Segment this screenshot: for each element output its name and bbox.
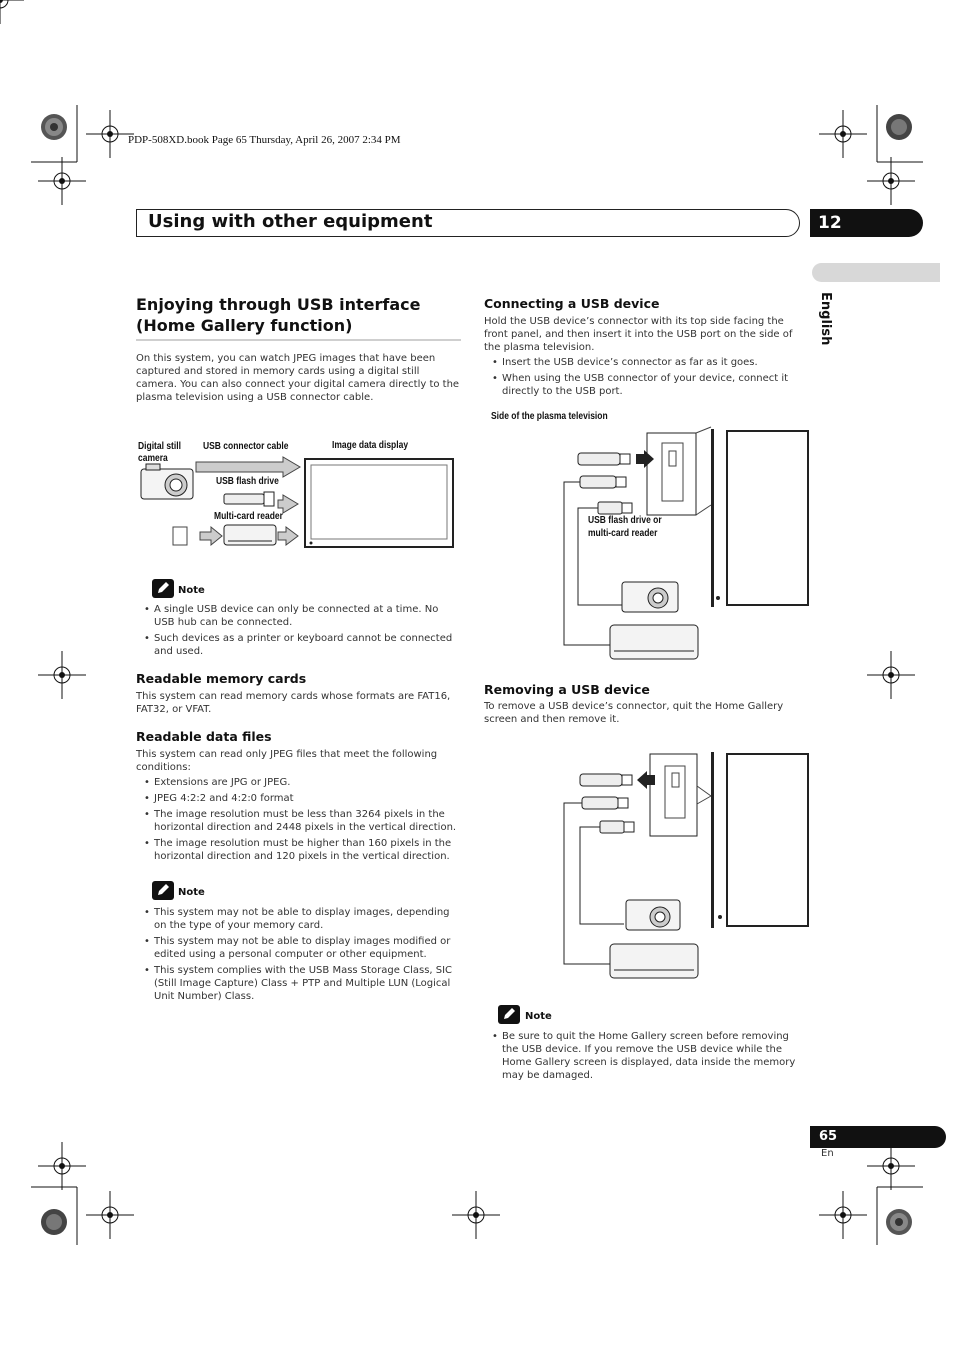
list-item: • This system may not be able to display images modified or edited using a personal computer or other equipment. [136,935,461,961]
label-line: USB flash drive or [588,515,662,526]
note-label: Note [525,1011,552,1022]
display-icon [305,459,453,547]
list-item: • This system complies with the USB Mass Storage Class, SIC (Still Image Capture) Class + PTP and Multiple LUN (Logical Unit Number) Class. [136,964,461,1003]
removing-text: To remove a USB device’s connector, quit the Home Gallery screen and then remove it. [484,701,784,725]
connecting-title: Connecting a USB device [484,296,660,311]
camera-icon [141,464,193,499]
list-item: • JPEG 4:2:2 and 4:2:0 format [136,792,461,805]
data-files-title: Readable data files [136,729,272,744]
book-line: PDP-508XD.book Page 65 Thursday, April 26, 2007 2:34 PM [128,134,401,146]
usb-overview-diagram [136,455,461,555]
section-rule [136,339,461,341]
note-label: Note [178,585,205,596]
memory-cards-title: Readable memory cards [136,671,307,686]
list-item: • Be sure to quit the Home Gallery screen before removing the USB device. If you remove the USB device while the Home Gallery screen is displayed, data inside the memory may be damaged. [484,1030,802,1082]
list-item: • Extensions are JPG or JPEG. [136,776,461,789]
list-item: • Insert the USB device’s connector as far as it goes. [484,356,802,369]
page-number: 65 [810,1126,946,1148]
language-tab [812,263,940,282]
note-icon [152,579,174,598]
note-icon [152,881,174,900]
note-list [136,603,461,661]
list-item: • The image resolution must be less than 3264 pixels in the horizontal direction and 2448 pixels in the vertical direction. [136,808,461,834]
section-intro: On this system, you can watch JPEG images that have been captured and stored in memory cards using a digital still camera. You can also connect your digital camera directly to the plasma television using a USB connector cable. [136,353,460,403]
note-label: Note [178,887,205,898]
section-title: Enjoying through USB interface (Home Gallery function) [136,295,421,335]
chapter-number: 12 [810,209,923,237]
label-cable: USB connector cable [203,441,289,452]
language-label: English [818,292,833,346]
label-flash: USB flash drive [216,476,279,487]
remove-diagram [540,750,810,982]
removing-title: Removing a USB device [484,682,650,697]
list-item: • A single USB device can only be connected at a time. No USB hub can be connected. [136,603,461,629]
label-display: Image data display [332,440,409,451]
card-reader-icon [610,944,698,978]
card-reader-icon [224,525,276,545]
label-reader: Multi-card reader [214,511,283,522]
flash-drive-icon [224,492,274,506]
note-list [484,1030,802,1085]
label-line: multi-card reader [588,528,658,539]
label-flash-or-reader [588,514,662,540]
list-item: • Such devices as a printer or keyboard cannot be connected and used. [136,632,461,658]
camera-icon [626,900,680,930]
connecting-text: Hold the USB device’s connector with its top side facing the front panel, and then insert it into the USB port on the side of the plasma television. [484,316,793,353]
list-item: • The image resolution must be higher than 160 pixels in the horizontal direction and 120 pixels in the vertical direction. [136,837,461,863]
card-reader-icon [610,625,698,659]
note-list [136,906,461,1006]
label-camera: Digital still camera [138,441,181,464]
camera-icon [622,582,678,612]
data-files-text: This system can read only JPEG files that meet the following conditions: [136,749,438,773]
list-item: • When using the USB connector of your device, connect it directly to the USB port. [484,372,802,398]
list-item: • This system may not be able to display images, depending on the type of your memory card. [136,906,461,932]
data-files-list [136,776,461,866]
chapter-title: Using with other equipment [148,211,433,232]
connecting-list [484,356,802,401]
note-icon [498,1005,520,1024]
page-lang: En [821,1148,834,1159]
connect-diagram [540,425,810,665]
memory-cards-text: This system can read memory cards whose formats are FAT16, FAT32, or VFAT. [136,691,451,715]
label-side-of-tv: Side of the plasma television [491,411,608,422]
